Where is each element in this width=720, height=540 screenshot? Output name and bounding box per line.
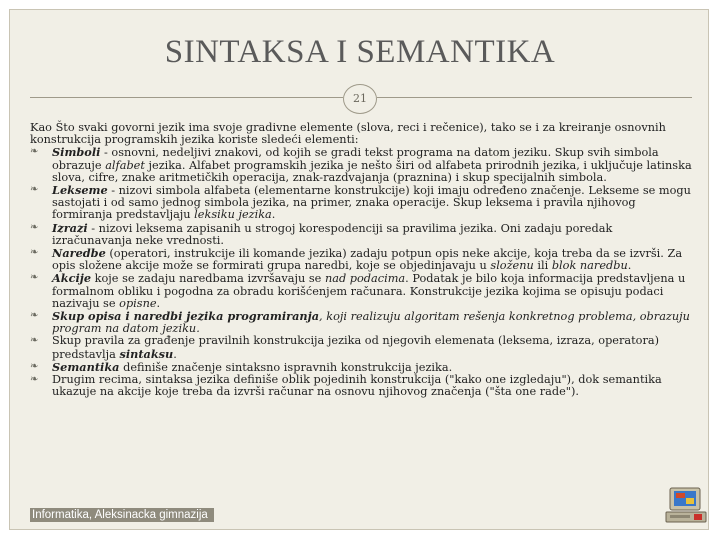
bullet-glyph-icon: ❧ [30, 184, 39, 196]
list-item [30, 146, 692, 184]
list-item [30, 374, 692, 398]
item-text-rest2: jezika. Alfabet programskih jezika je nešto širi od alfabeta prirodnih jezika, i uključuje latinska slova, cifre, znake aritmetičkih operacija, znak-razdvajanja (praznina) i skup specijalnih simbola. [52, 158, 692, 184]
bullet-glyph-icon: ❧ [30, 247, 39, 259]
item-text-b: Izrazi [52, 220, 88, 235]
bullet-glyph-icon: ❧ [30, 360, 39, 372]
list-item [30, 335, 692, 360]
bullet-glyph-icon: ❧ [30, 374, 39, 386]
list-item [30, 310, 692, 335]
bullet-glyph-icon: ❧ [30, 335, 39, 347]
computer-icon [664, 486, 708, 526]
title-rule-right [377, 97, 692, 98]
slide-title: SINTAKSA I SEMANTIKA [164, 34, 556, 70]
item-text-b: Simboli [52, 145, 101, 160]
item-text-rest: Skup pravila za građenje pravilnih konstrukcija jezika od njegovih elemenata (leksema, izraza, operatora) predstavlja [52, 334, 660, 361]
item-text-rest2: . Podatak je bilo koja informacija predstavljena u formalnom obliku i pogodna za obradu korišćenjem računara. Konstrukcije jezika kojima se opisuju podaci nazivaju se [52, 272, 686, 310]
title-rule-left [30, 97, 343, 98]
item-text-rest: definiše značenje sintaksno ispravnih konstrukcija jezika. [119, 360, 453, 374]
bullet-glyph-icon: ❧ [30, 272, 39, 284]
intro-paragraph: Kao Što svaki govorni jezik ima svoje gradivne elemente (slova, reci i rečenice), tako se i za kreiranje osnovnih konstrukcija programskih jezika koriste sledeći elementi: [30, 121, 666, 147]
bullet-list [30, 146, 692, 398]
bullet-glyph-icon: ❧ [30, 146, 39, 158]
list-item [30, 184, 692, 222]
item-text-i: nad podacima [324, 272, 406, 286]
item-text-i: leksiku jezika [194, 208, 272, 222]
footer-label: Informatika, Aleksinacka gimnazija [30, 508, 214, 522]
item-text-b: Naredbe [52, 246, 106, 261]
item-text-i: , koji realizuju algoritam rešenja konkretnog problema, obrazuju program na datom jeziku [52, 310, 690, 336]
list-item [30, 247, 692, 272]
item-text-rest: (operatori, instrukcije ili komande jezika) zadaju potpun opis neke akcije, koja treba da se izvrši. Za opis složene akcije može se formirati grupa naredbi, koje se objedinjavaju u [52, 247, 683, 273]
item-text-rest3: . [156, 296, 161, 310]
bullet-glyph-icon: ❧ [30, 221, 39, 233]
item-text-rest2: . [196, 322, 200, 336]
item-text-rest2: . [173, 347, 177, 361]
item-text-rest: koje se zadaju naredbama izvršavaju se [91, 272, 325, 286]
item-text-bi: sintaksu [119, 346, 174, 361]
item-text-i: alfabet [105, 158, 145, 172]
item-text-b: Akcije [52, 271, 92, 286]
page-number: 21 [343, 84, 377, 114]
item-text-b: Semantika [52, 359, 120, 374]
item-text-rest: - osnovni, nedeljivi znakovi, od kojih se gradi tekst programa na datom jeziku. Skup svih simbola obrazuje [52, 146, 659, 172]
item-text-b: Lekseme [52, 183, 108, 198]
item-text-rest: - nizovi leksema zapisanih u strogoj korespodenciji sa pravilima jezika. Oni zadaju poredak izračunavanja neke vrednosti. [52, 221, 613, 247]
item-text-rest3: . [627, 259, 632, 273]
item-text-rest2: . [271, 208, 276, 222]
item-text-i2: opisne [119, 296, 157, 310]
item-text-rest: - nizovi simbola alfabeta (elementarne konstrukcije) koji imaju određeno značenje. Lekseme se mogu sastojati i od samo jednog simbola jezika, na primer, znaka operacije. Skup leksema i pravila njihovog formiranja predstavljaju [52, 184, 691, 222]
slide-body [30, 122, 692, 398]
item-text-rest: Drugim recima, sintaksa jezika definiše oblik pojedinih konstrukcija ("kako one izgledaju"), dok semantika ukazuje na akcije koje treba da izvrši računar na osnovu njihovog značenja ("šta one rade"). [52, 373, 662, 399]
item-text-b: Skup opisa i naredbi jezika programiranja [52, 309, 320, 324]
list-item [30, 222, 692, 247]
bullet-glyph-icon: ❧ [30, 310, 39, 322]
item-text-i2: blok naredbu [551, 259, 628, 273]
list-item [30, 272, 692, 310]
item-text-rest2: ili [533, 259, 552, 273]
item-text-i: složenu [490, 259, 534, 273]
